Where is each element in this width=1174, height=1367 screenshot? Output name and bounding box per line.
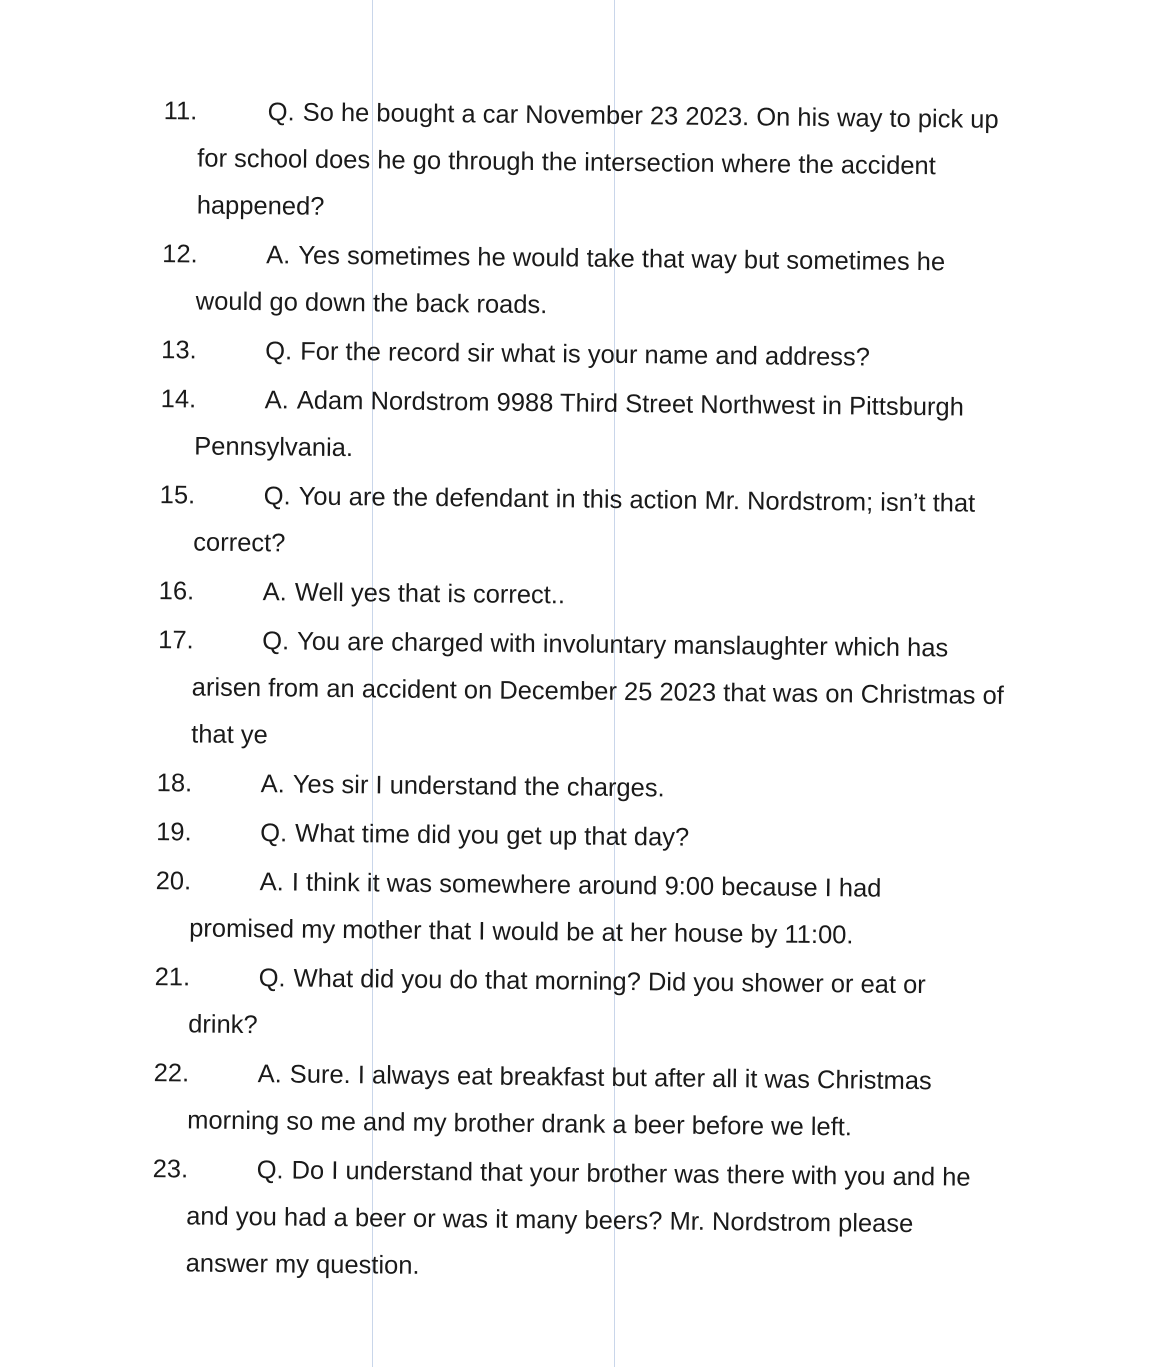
line-number: 15. bbox=[159, 481, 196, 510]
line-number: 19. bbox=[156, 818, 192, 847]
transcript-line bbox=[142, 954, 983, 1057]
line-text: You are charged with involuntary manslaughter which has arisen from an accident on December 25 2023 that was on Christmas of that ye bbox=[191, 627, 1004, 750]
line-number: 14. bbox=[160, 385, 197, 414]
transcript-entries bbox=[139, 88, 1032, 1298]
line-number: 16. bbox=[158, 577, 195, 606]
speaker-label: Q. bbox=[263, 482, 291, 511]
speaker-label: A. bbox=[262, 578, 287, 607]
line-number: 21. bbox=[154, 963, 191, 992]
line-number: 13. bbox=[161, 336, 197, 365]
transcript-line bbox=[148, 376, 1015, 479]
transcript-line bbox=[151, 88, 1024, 238]
line-text: Yes sometimes he would take that way but sometimes he would go down the back roads. bbox=[195, 241, 946, 320]
line-number: 18. bbox=[156, 769, 193, 798]
speaker-label: A. bbox=[264, 386, 289, 415]
line-text: Adam Nordstrom 9988 Third Street Northwest in Pittsburgh Pennsylvania. bbox=[194, 386, 965, 463]
line-text: Yes sir I understand the charges. bbox=[292, 770, 665, 803]
speaker-label: A. bbox=[260, 770, 285, 799]
speaker-label: Q. bbox=[256, 1156, 284, 1185]
speaker-label: Q. bbox=[267, 98, 295, 127]
transcript-line bbox=[147, 472, 984, 575]
line-text: Do I understand that your brother was there with you and he and you had a beer or was it many beers? Mr. Nordstrom please answer my question. bbox=[185, 1156, 971, 1280]
transcript-line bbox=[149, 327, 1009, 383]
line-text: What time did you get up that day? bbox=[294, 819, 690, 852]
line-text: What did you do that morning? Did you shower or eat or drink? bbox=[188, 964, 926, 1040]
transcript-line bbox=[144, 809, 1004, 865]
speaker-label: Q. bbox=[260, 819, 288, 848]
transcript-line bbox=[145, 617, 1018, 767]
line-text: I think it was somewhere around 9:00 because I had promised my mother that I would be at her house by 11:00. bbox=[189, 868, 882, 950]
line-number: 11. bbox=[163, 97, 198, 126]
line-text: Well yes that is correct.. bbox=[294, 578, 566, 610]
line-number: 22. bbox=[153, 1059, 190, 1088]
line-text: Sure. I always eat breakfast but after all it was Christmas morning so me and my brother drank a beer before we left. bbox=[187, 1060, 932, 1142]
transcript-line bbox=[141, 1050, 1002, 1153]
line-text: You are the defendant in this action Mr. Nordstrom; isn’t that correct? bbox=[193, 482, 976, 558]
speaker-label: A. bbox=[259, 868, 284, 897]
transcript-line bbox=[146, 568, 1006, 624]
transcript-line bbox=[143, 858, 944, 960]
line-number: 20. bbox=[155, 867, 192, 896]
line-number: 17. bbox=[158, 626, 194, 655]
line-number: 23. bbox=[152, 1155, 189, 1184]
speaker-label: A. bbox=[257, 1060, 282, 1089]
speaker-label: A. bbox=[266, 241, 291, 270]
line-text: For the record sir what is your name and address? bbox=[300, 337, 871, 372]
transcript-line bbox=[144, 760, 1004, 816]
speaker-label: Q. bbox=[258, 964, 286, 993]
speaker-label: Q. bbox=[262, 627, 290, 656]
line-text: So he bought a car November 23 2023. On his way to pick up for school does he go through the intersection where the accident happened? bbox=[196, 98, 999, 221]
transcript-line bbox=[139, 1146, 1000, 1296]
transcript-line bbox=[150, 231, 999, 334]
speaker-label: Q. bbox=[265, 337, 293, 366]
line-number: 12. bbox=[162, 240, 198, 269]
